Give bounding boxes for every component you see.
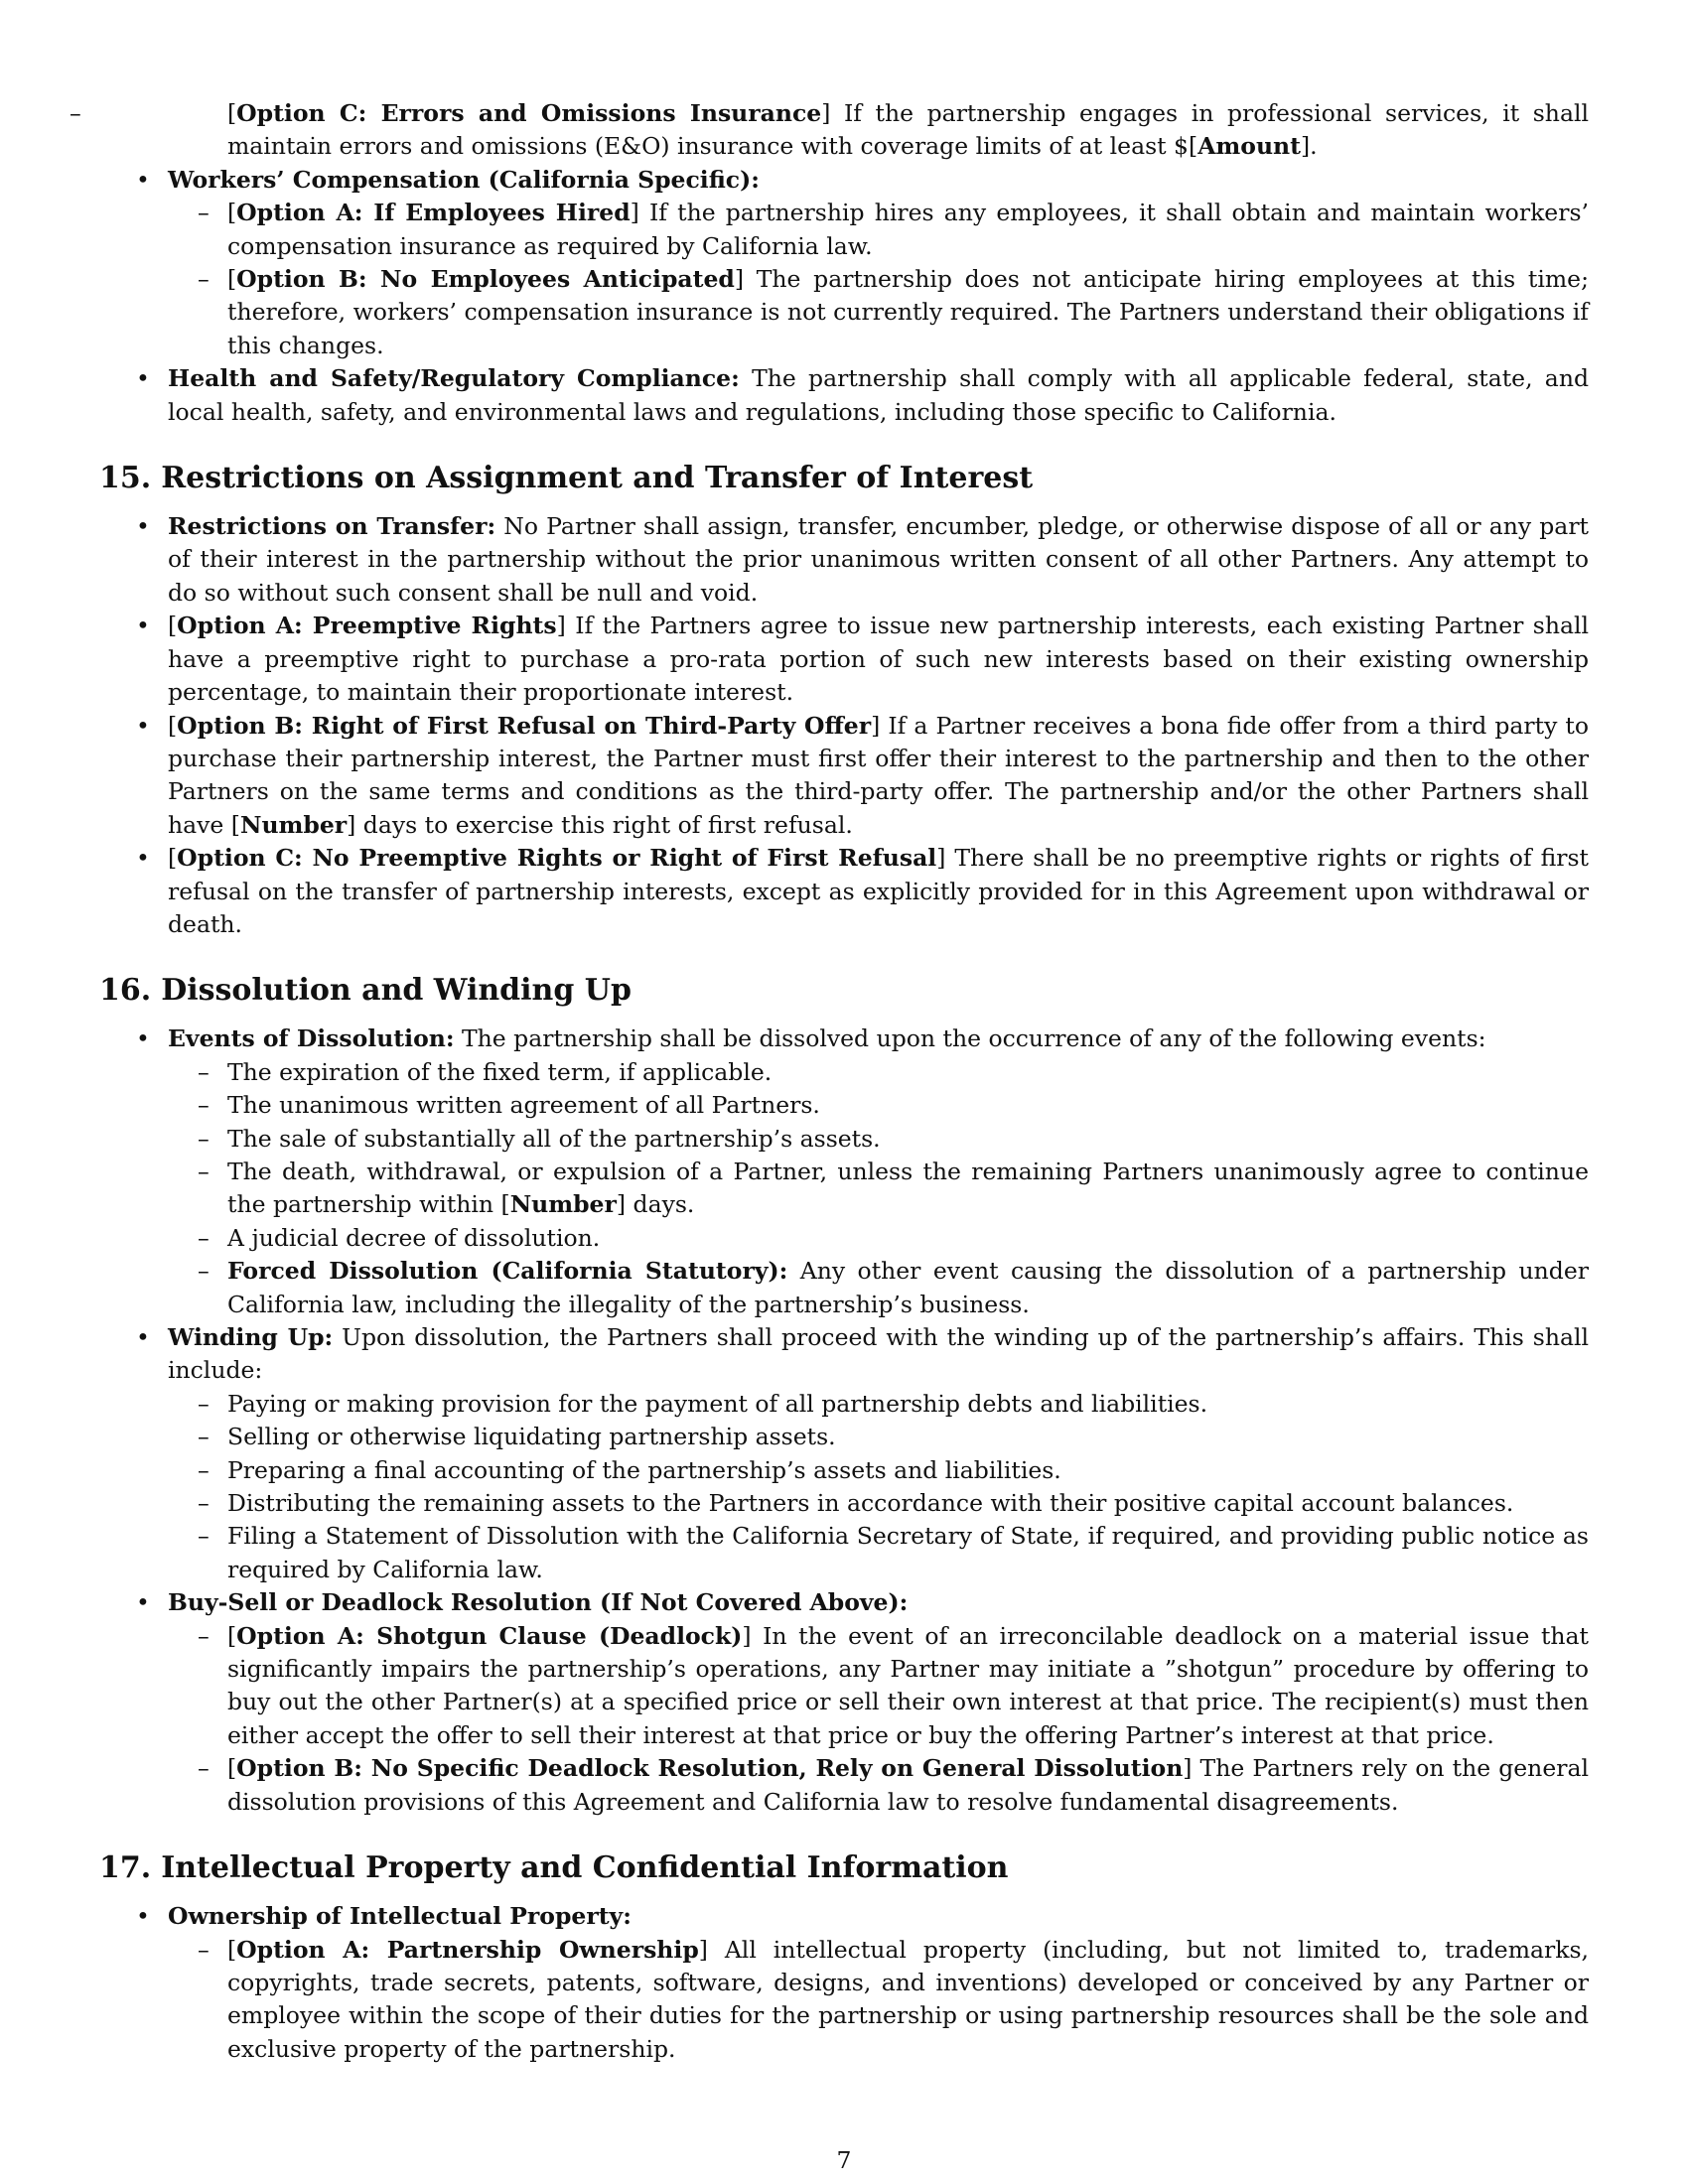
section-17-title: [99, 1850, 1589, 1886]
option-label: Option A: Shotgun Clause (Deadlock): [236, 1621, 743, 1650]
dissolution-event-forced: [168, 1255, 1589, 1321]
dissolution-event: – The unanimous written agreement of all Partners.: [168, 1089, 1589, 1122]
first-refusal-item: • [Option B: Right of First Refusal on Third-Party Offer] If a Partner receives a bona fide offer from a third party to purchase their partnership interest, the Partner must first offer their interest to the partnership and then to the other Partners on the same terms and conditions as the third-party offer. The partnership and/or the other Partners shall have [Number] days to exercise this right of first refusal.: [99, 710, 1589, 843]
option-text: There shall be no preemptive rights or rights of first refusal on the transfer of partnership interests, except as explicitly provided for in this Agreement upon withdrawal or death.: [168, 844, 1589, 938]
placeholder-amount: Amount: [1197, 132, 1301, 161]
item-text: The partnership shall comply with all applicable federal, state, and local health, safety, and environmental laws and regulations, including those specific to California.: [168, 364, 1589, 426]
events-of-dissolution-item: [99, 1023, 1589, 1321]
general-dissolution-option: – [Option B: No Specific Deadlock Resolution, Rely on General Dissolution] The Partners rely on the general dissolution provisions of this Agreement and California law to resolve fundamental disagreements.: [168, 1752, 1589, 1819]
option-label: Option C: No Preemptive Rights or Right of First Refusal: [177, 844, 937, 873]
document-page: [70, 97, 1590, 2066]
option-label: Option C: Errors and Omissions Insurance: [236, 99, 822, 127]
option-text: All intellectual property (including, but not limited to, trademarks, copyrights, trade secrets, patents, software, designs, and inventions) developed or conceived by any Partner or employee within the scope of their duties for the partnership or using partnership resources shall be the sole and exclusive property of the partnership.: [227, 1935, 1589, 2063]
item-heading: Health and Safety/Regulatory Compliance:: [168, 364, 740, 393]
option-text-end: ].: [1301, 132, 1318, 161]
winding-up-item: [99, 1321, 1589, 1586]
ip-ownership-options: [168, 1934, 1589, 2067]
option-text: The Partners rely on the general dissolution provisions of this Agreement and California law to resolve fundamental disagreements.: [227, 1754, 1589, 1816]
option-label: Option A: If Employees Hired: [236, 199, 631, 227]
item-heading: Ownership of Intellectual Property:: [168, 1902, 632, 1931]
option-text: If the partnership engages in professional services, it shall maintain errors and omissions (E&O) insurance with coverage limits of at least $[: [227, 99, 1589, 161]
winding-up-step: – Paying or making provision for the payment of all partnership debts and liabilities.: [168, 1388, 1589, 1421]
event-text: The death, withdrawal, or expulsion of a Partner, unless the remaining Partners unanimously agree to continue the partnership within [: [227, 1157, 1589, 1219]
dissolution-event: – A judicial decree of dissolution.: [168, 1222, 1589, 1255]
ip-ownership-item: [99, 1900, 1589, 2066]
dissolution-events-list: [168, 1056, 1589, 1321]
section-15-title: [99, 461, 1589, 496]
health-safety-item: [99, 362, 1589, 429]
section-16-list: [99, 1023, 1589, 1819]
winding-up-step: – Distributing the remaining assets to the Partners in accordance with their positive capital account balances.: [168, 1487, 1589, 1520]
item-heading: Restrictions on Transfer:: [168, 512, 496, 541]
option-text: The partnership does not anticipate hiring employees at this time; therefore, workers’ compensation insurance is not currently required. The Partners understand their obligations if this changes.: [227, 265, 1589, 359]
page-number: 7: [836, 2146, 852, 2174]
option-label: Option B: Right of First Refusal on Third-Party Offer: [177, 711, 872, 740]
no-preemptive-item: • [Option C: No Preemptive Rights or Right of First Refusal] There shall be no preemptive rights or rights of first refusal on the transfer of partnership interests, except as explicitly provided for in this Agreement upon withdrawal or death.: [99, 842, 1589, 941]
section-title-text: Dissolution and Winding Up: [161, 973, 632, 1009]
buy-sell-options: [168, 1620, 1589, 1819]
restrictions-item: [99, 510, 1589, 610]
workers-comp-options: [168, 197, 1589, 362]
shotgun-option: – [Option A: Shotgun Clause (Deadlock)] In the event of an irreconcilable deadlock on a material issue that significantly impairs the partnership’s operations, any Partner may initiate a ”shotgun” procedure by offering to buy out the other Partner(s) at a specified price or sell their own interest at that price. The recipient(s) must then either accept the offer to sell their interest at that price or buy the offering Partner’s interest at that price.: [168, 1620, 1589, 1753]
event-label: Forced Dissolution (California Statutory):: [227, 1257, 788, 1286]
option-text: In the event of an irreconcilable deadlock on a material issue that significantly impairs the partnership’s operations, any Partner may initiate a ”shotgun” procedure by offering to buy out the other Partner(s) at a specified price or sell their own interest at that price. The recipient(s) must then either accept the offer to sell their interest at that price or buy the offering Partner’s interest at that price.: [227, 1621, 1589, 1749]
event-text-end: ] days.: [616, 1190, 695, 1219]
section-title-text: Restrictions on Assignment and Transfer of Interest: [161, 461, 1034, 496]
preemptive-rights-item: • [Option A: Preemptive Rights] If the Partners agree to issue new partnership interests, each existing Partner shall have a preemptive right to purchase a pro-rata portion of such new interests based on their existing ownership percentage, to maintain their proportionate interest.: [99, 610, 1589, 709]
option-label: Option B: No Employees Anticipated: [236, 265, 735, 294]
winding-up-step: – Filing a Statement of Dissolution with the California Secretary of State, if required, and providing public notice as required by California law.: [168, 1520, 1589, 1586]
dissolution-event: – The expiration of the fixed term, if applicable.: [168, 1056, 1589, 1089]
item-text: No Partner shall assign, transfer, encumber, pledge, or otherwise dispose of all or any part of their interest in the partnership without the prior unanimous written consent of all other Partners. Any attempt to do so without such consent shall be null and void.: [168, 512, 1589, 607]
section-number: 17.: [99, 1850, 152, 1886]
option-text: If a Partner receives a bona fide offer from a third party to purchase their partnership interest, the Partner must first offer their interest to the partnership and then to the other Partners on the same terms and conditions as the third-party offer. The partnership and/or the other Partners shall have [: [168, 711, 1589, 839]
option-label: Option B: No Specific Deadlock Resolution, Rely on General Dissolution: [236, 1754, 1184, 1783]
option-text: If the Partners agree to issue new partnership interests, each existing Partner shall have a preemptive right to purchase a pro-rata portion of such new interests based on their existing ownership percentage, to maintain their proportionate interest.: [168, 612, 1589, 707]
dissolution-event: – The sale of substantially all of the partnership’s assets.: [168, 1123, 1589, 1156]
workers-comp-option-b: – [Option B: No Employees Anticipated] The partnership does not anticipate hiring employees at this time; therefore, workers’ compensation insurance is not currently required. The Partners understand their obligations if this changes.: [168, 263, 1589, 362]
section-16-title: [99, 973, 1589, 1009]
item-heading: Buy-Sell or Deadlock Resolution (If Not Covered Above):: [168, 1588, 909, 1617]
buy-sell-item: [99, 1586, 1589, 1819]
section-17-list: [99, 1900, 1589, 2066]
item-heading: Workers’ Compensation (California Specific):: [168, 165, 760, 194]
partnership-ownership-option: – [Option A: Partnership Ownership] All intellectual property (including, but not limited to, trademarks, copyrights, trade secrets, patents, software, designs, and inventions) developed or conceived by any Partner or employee within the scope of their duties for the partnership or using partnership resources shall be the sole and exclusive property of the partnership.: [168, 1934, 1589, 2067]
dash-marker: –: [70, 99, 81, 127]
section-15-list: [99, 510, 1589, 941]
section-title-text: Intellectual Property and Confidential Information: [161, 1850, 1009, 1886]
workers-comp-item: [99, 164, 1589, 362]
section-number: 16.: [99, 973, 152, 1009]
option-label: Option A: Partnership Ownership: [236, 1935, 699, 1964]
option-text-end: ] days to exercise this right of first refusal.: [347, 810, 853, 839]
winding-up-list: [168, 1388, 1589, 1586]
winding-up-step: – Preparing a final accounting of the partnership’s assets and liabilities.: [168, 1454, 1589, 1487]
item-text: The partnership shall be dissolved upon the occurrence of any of the following events:: [454, 1024, 1486, 1053]
option-label: Option A: Preemptive Rights: [177, 612, 557, 640]
insurance-continuation: [70, 97, 1589, 429]
item-text: Upon dissolution, the Partners shall proceed with the winding up of the partnership’s affairs. This shall include:: [168, 1323, 1590, 1385]
item-heading: Events of Dissolution:: [168, 1024, 455, 1053]
option-errors-omissions: – [Option C: Errors and Omissions Insurance] If the partnership engages in professional services, it shall maintain errors and omissions (E&O) insurance with coverage limits of at least $[Amount].: [70, 99, 1589, 161]
placeholder-number: Number: [509, 1190, 617, 1219]
option-text: If the partnership hires any employees, it shall obtain and maintain workers’ compensation insurance as required by California law.: [227, 199, 1589, 260]
workers-comp-option-a: – [Option A: If Employees Hired] If the partnership hires any employees, it shall obtain and maintain workers’ compensation insurance as required by California law.: [168, 197, 1589, 263]
section-number: 15.: [99, 461, 152, 496]
dissolution-event-death: [168, 1156, 1589, 1222]
placeholder-number: Number: [239, 810, 348, 839]
item-heading: Winding Up:: [168, 1323, 334, 1351]
insurance-list: [99, 164, 1589, 429]
event-text: Any other event causing the dissolution of a partnership under California law, including the illegality of the partnership’s business.: [227, 1257, 1589, 1318]
winding-up-step: – Selling or otherwise liquidating partnership assets.: [168, 1421, 1589, 1453]
